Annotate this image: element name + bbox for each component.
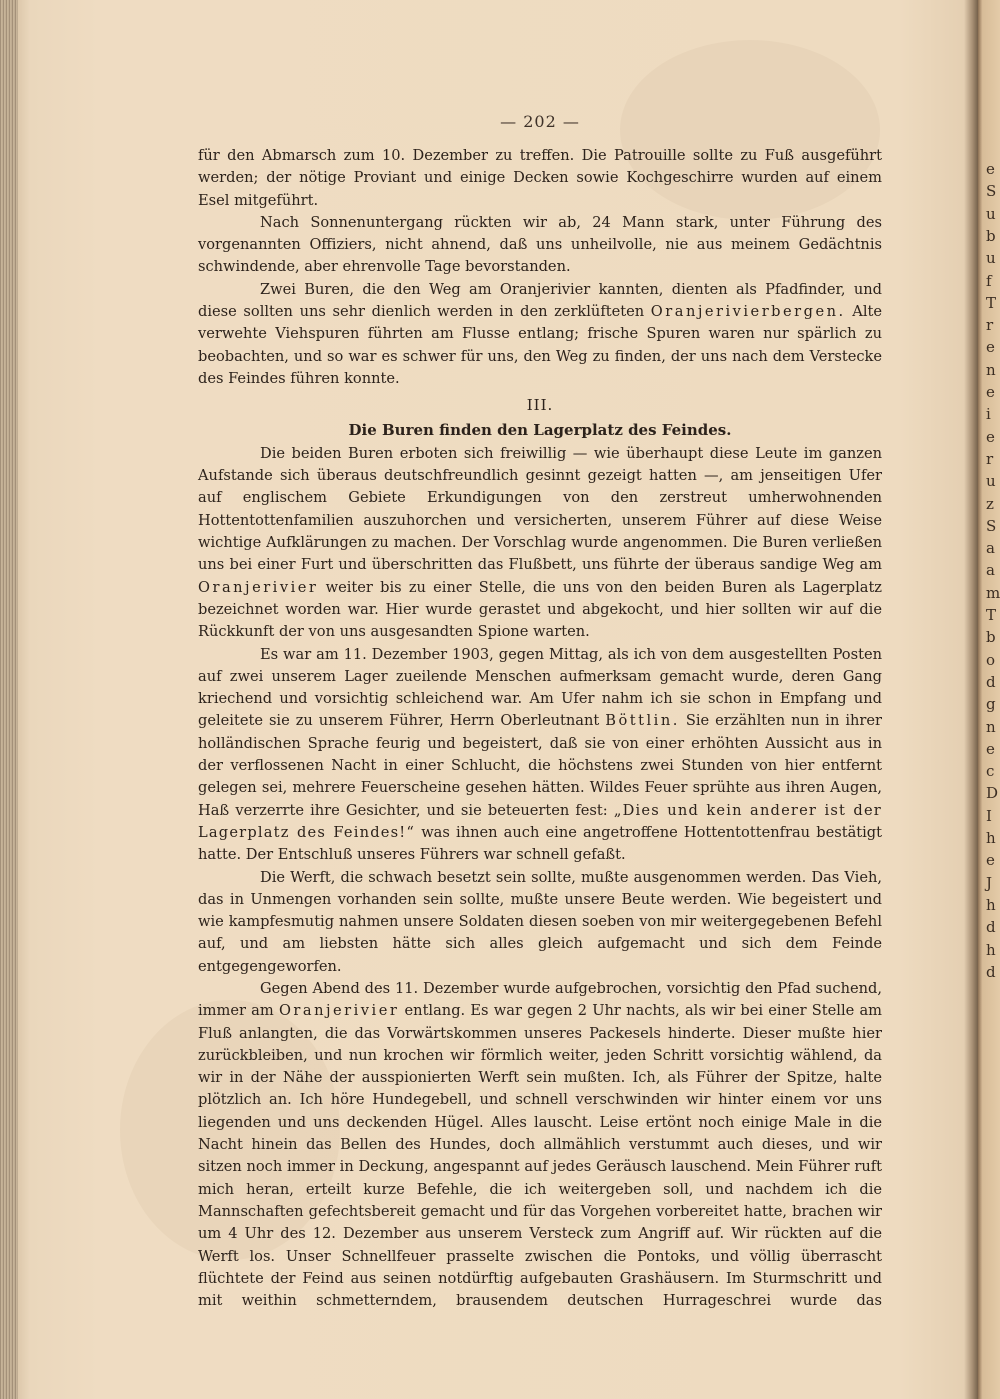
quote-emphasis: „Dies und kein anderer ist der Lagerplatz des Feindes!“ [198, 801, 882, 841]
next-page-letter: u [986, 472, 996, 491]
book-gutter-shadow [964, 0, 978, 1399]
next-page-letter: m [986, 583, 1000, 602]
next-page-letter: e [986, 851, 995, 870]
paragraph-4: Die beiden Buren erboten sich freiwillig — wie überhaupt diese Leute im ganzen Aufstande sich überaus deutschfreundlich gesinnt gezeigt hatten —, am jenseitigen Ufer auf englischem Gebiete Erkundigungen von den zerstreut umherwohnenden Hottentottenfamilien auszuhorchen und versicherten, unserem Führer auf diese Weise wichtige Aufklärungen zu machen. Der Vorschlag wurde angenommen. Die Buren verließen uns bei einer Furt und überschritten das Flußbett, uns führte der überaus sandige Weg am Oranjerivier weiter bis zu einer Stelle, die uns von den beiden Buren als Lagerplatz bezeichnet worden war. Hier wurde gerastet und abgekocht, und hier sollten wir auf die Rückkunft der von uns ausgesandten Spione warten. [198, 444, 882, 641]
next-page-letter: D [986, 784, 999, 803]
next-page-letter: b [986, 226, 996, 245]
next-page-letter: r [986, 316, 994, 335]
place-name-emphasis: Oranjerivier [278, 1002, 400, 1020]
next-page-letter: e [986, 427, 995, 446]
next-page-letter: h [986, 940, 996, 959]
paragraph-6: Die Werft, die schwach besetzt sein sollte, mußte ausgenommen werden. Das Vieh, das in Unmengen vorhanden sein sollte, mußte unsere Beute werden. Wie begeistert und wie kampfesmutig nahmen unsere Soldaten diesen soeben von mir weitergegebenen Befehl auf, und am liebsten hätte sich alles gleich aufgemacht und sich dem Feinde entgegengeworfen. [198, 868, 882, 975]
page-number: — 202 — [500, 112, 580, 131]
person-name-emphasis: Böttlin. [605, 712, 680, 730]
next-page-letter: h [986, 829, 996, 847]
section-number: III. [526, 396, 554, 415]
next-page-letter: a [986, 539, 995, 558]
paragraph-5: Es war am 11. Dezember 1903, gegen Mittag, als ich von dem ausgestellten Posten auf zwei unserem Lager zueilende Menschen aufmerksam gemacht wurde, deren Gang kriechend und vorsichtig schleichend war. Am Ufer nahm ich sie schon in Empfang und geleitete sie zu unserem Führer, Herrn Oberleutnant Böttlin. Sie erzählten nun in ihrer holländischen Sprache feurig und begeistert, daß sie von einer erhöhten Aussicht aus in der verflossenen Nacht in einer Schlucht, die höchstens zwei Stunden von hier entfernt gelegen sei, mehrere Feuerscheine gesehen hätten. Wildes Feuer sprühte aus ihren Augen, Haß verzerrte ihre Gesichter, und sie beteuerten fest: „Dies und kein anderer ist der Lagerplatz des Feindes!“ was ihnen auch eine angetroffene Hottentottenfrau bestätigt hatte. Der Entschluß unseres Führers war schnell gefaßt. [198, 645, 883, 864]
book-binding-edge [0, 0, 18, 1399]
next-page-letter: d [986, 918, 996, 937]
next-page-letter: u [986, 249, 996, 268]
next-page-letter: e [986, 338, 995, 357]
next-page-letter: f [986, 271, 992, 290]
next-page-letter: S [986, 182, 997, 201]
next-page-letter: T [986, 606, 997, 624]
next-page-letter: d [986, 962, 996, 981]
next-page-letter: e [986, 160, 995, 178]
next-page-letter: o [986, 650, 996, 669]
next-page-letter: e [986, 739, 995, 758]
paragraph-7: Gegen Abend des 11. Dezember wurde aufgebrochen, vorsichtig den Pfad suchend, immer am Oranjerivier entlang. Es war gegen 2 Uhr nachts, als wir bei einer Stelle am Fluß anlangten, die das Vorwärtskommen unseres Packesels hinderte. Dieser mußte hier zurückbleiben, und nun krochen wir förmlich weiter, jeden Schritt vorsichtig wählend, da wir in der Nähe der ausspionierten Werft sein mußten. Ich, als Führer der Spitze, halte plötzlich an. Ich höre Hundegebell, und schnell verschwinden wir hinter einem vor uns liegenden und uns deckenden Hügel. Alles lauscht. Leise ertönt noch einige Male in die Nacht hinein das Bellen des Hundes, doch allmählich verstummt auch dieses, und wir sitzen noch immer in Deckung, angespannt auf jedes Geräusch lauschend. Mein Führer ruft mich heran, erteilt kurze Befehle, die ich weitergeben soll, und nachdem ich die Mannschaften gefechtsbereit gemacht und für das Vorgehen vorbereitet hatte, brachen wir um 4 Uhr des 12. Dezember aus unserem Versteck zum Angriff auf. Wir rückten auf die Werft los. Unser Schnellfeuer prasselte zwischen die Pontoks, und völlig überrascht flüchtete der Feind aus seinen notdürftig aufgebauten Grashäusern. Im Sturmschritt und mit weithin schmetterndem, brausendem deutschen Hurrageschrei wurde das [198, 979, 883, 1310]
next-page-letter: i [986, 405, 991, 424]
next-page-letter: n [986, 360, 996, 379]
section-title: Die Buren finden den Lagerplatz des Feindes. [348, 420, 732, 439]
next-page-letter: I [986, 806, 992, 825]
next-page-letter: b [986, 628, 996, 647]
next-page-letter: r [986, 449, 994, 468]
next-page-letter: z [986, 494, 994, 513]
next-page-letter: J [986, 873, 993, 892]
body-text [198, 145, 882, 1312]
next-page-letter: g [986, 695, 996, 714]
paragraph-2: Nach Sonnenuntergang rückten wir ab, 24 Mann stark, unter Führung des vorgenannten Offiziers, nicht ahnend, daß uns unheilvolle, nie aus meinem Gedächtnis schwindende, aber ehrenvolle Tage bevorstanden. [198, 213, 882, 276]
next-page-edge [978, 0, 1000, 1399]
next-page-letter: n [986, 717, 996, 736]
next-page-letter: a [986, 561, 995, 580]
paragraph-1: für den Abmarsch zum 10. Dezember zu treffen. Die Patrouille sollte zu Fuß ausgeführt werden; der nötige Proviant und einige Decken sowie Kochgeschirre wurden auf einem Esel mitgeführt. [198, 147, 882, 209]
next-page-letter: c [986, 762, 995, 781]
next-page-letter: S [986, 516, 997, 535]
place-name-emphasis: Oranjerivier [198, 578, 319, 596]
next-page-letter: d [986, 672, 996, 691]
place-name-emphasis: Oranjerivierbergen. [650, 303, 846, 321]
next-page-letter: T [986, 293, 997, 312]
next-page-letter: h [986, 895, 996, 914]
next-page-letter: e [986, 383, 995, 401]
paragraph-3: Zwei Buren, die den Weg am Oranjerivier kannten, dienten als Pfadfinder, und diese sollten uns sehr dienlich werden in den zerklüfteten Oranjerivierbergen. Alte verwehte Viehspuren führten am Flusse entlang; frische Spuren waren nur spärlich zu beobachten, und so war es schwer für uns, den Weg zu finden, der uns nach dem Verstecke des Feindes führen konnte. [198, 280, 883, 387]
next-page-letter: u [986, 204, 996, 223]
